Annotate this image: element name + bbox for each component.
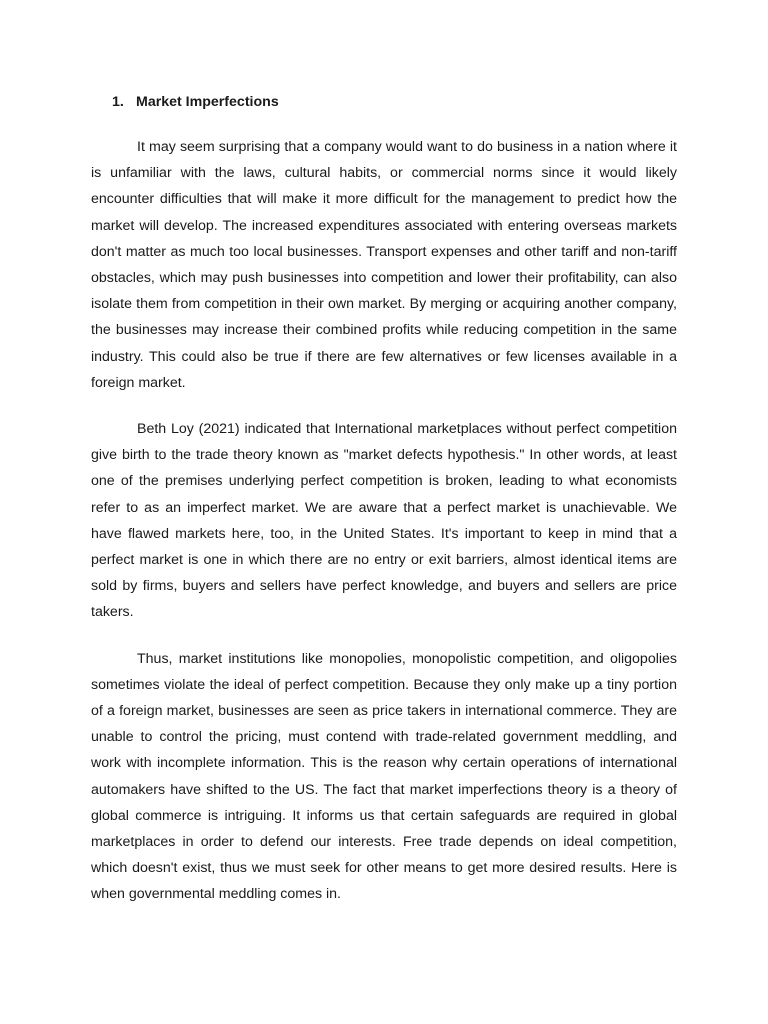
section-title: Market Imperfections (136, 94, 279, 110)
document-body (91, 134, 677, 928)
paragraph-intro: It may seem surprising that a company would want to do business in a nation where it is unfamiliar with the laws, cultural habits, or commercial norms since it would likely encounter difficulties that will make it more difficult for the management to predict how the market will develop. The increased expenditures associated with entering overseas markets don't matter as much too local businesses. Transport expenses and other tariff and non-tariff obstacles, which may push businesses into competition and lower their profitability, can also isolate them from competition in their own market. By merging or acquiring another company, the businesses may increase their combined profits while reducing competition in the same industry. This could also be true if there are few alternatives or few licenses available in a foreign market. (91, 139, 677, 391)
section-heading (112, 92, 279, 112)
paragraph-market-institutions: Thus, market institutions like monopolies, monopolistic competition, and oligopolies sometimes violate the ideal of perfect competition. Because they only make up a tiny portion of a foreign market, businesses are seen as price takers in international commerce. They are unable to control the pricing, must contend with trade-related government meddling, and work with incomplete information. This is the reason why certain operations of international automakers have shifted to the US. The fact that market imperfections theory is a theory of global commerce is intriguing. It informs us that certain safeguards are required in global marketplaces in order to defend our interests. Free trade depends on ideal competition, which doesn't exist, thus we must seek for other means to get more desired results. Here is when governmental meddling comes in. (91, 650, 677, 903)
section-number: 1. (112, 94, 124, 110)
paragraph-beth-loy: Beth Loy (2021) indicated that International marketplaces without perfect competition give birth to the trade theory known as "market defects hypothesis." In other words, at least one of the premises underlying perfect competition is broken, leading to what economists refer to as an imperfect market. We are aware that a perfect market is unachievable. We have flawed markets here, too, in the United States. It's important to keep in mind that a perfect market is one in which there are no entry or exit barriers, almost identical items are sold by firms, buyers and sellers have perfect knowledge, and buyers and sellers are price takers. (91, 421, 677, 621)
